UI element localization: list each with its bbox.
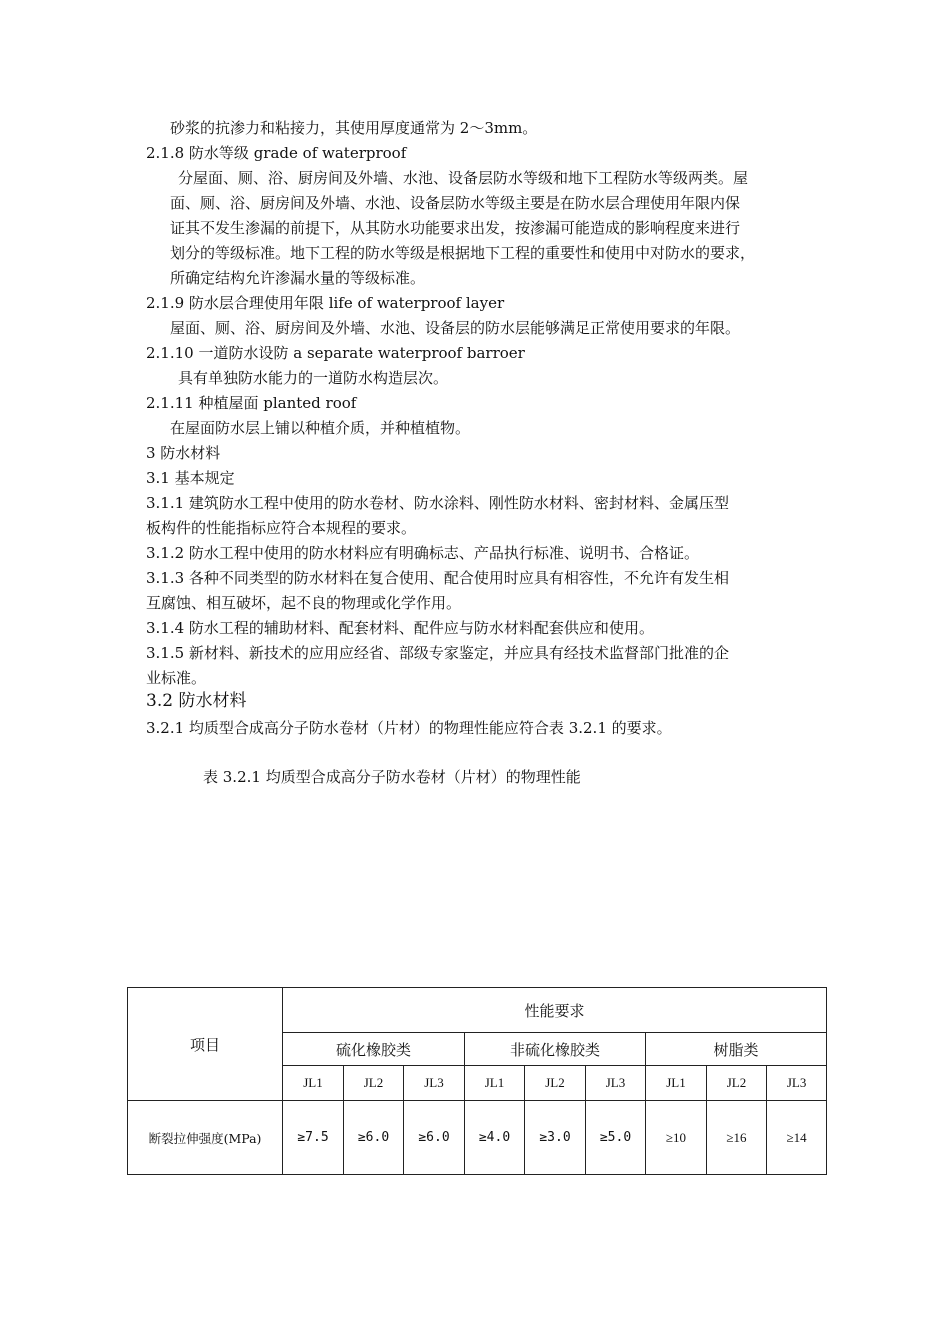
clause-3-1-2: 3.1.2 防水工程中使用的防水材料应有明确标志、产品执行标准、说明书、合格证。 xyxy=(146,544,699,562)
section-2-1-8-text-line: 面、厕、浴、厨房间及外墙、水池、设备层防水等级主要是在防水层合理使用年限内保 xyxy=(170,194,741,212)
grade-header: JL3 xyxy=(404,1066,465,1101)
table-caption: 表 3.2.1 均质型合成高分子防水卷材（片材）的物理性能 xyxy=(203,768,581,786)
clause-3-1-5-line: 业标准。 xyxy=(146,669,207,687)
chapter-3-heading: 3 防水材料 xyxy=(146,444,221,462)
section-2-1-10-text: 具有单独防水能力的一道防水构造层次。 xyxy=(178,369,449,387)
value-cell: ≥6.0 xyxy=(344,1101,404,1175)
clause-3-1-1-line: 板构件的性能指标应符合本规程的要求。 xyxy=(146,519,417,537)
value-cell: ≥5.0 xyxy=(586,1101,646,1175)
row-label: 断裂拉伸强度(MPa) xyxy=(128,1101,283,1175)
clause-3-1-4: 3.1.4 防水工程的辅助材料、配套材料、配件应与防水材料配套供应和使用。 xyxy=(146,619,654,637)
performance-header: 性能要求 xyxy=(283,988,827,1033)
section-2-1-8-heading: 2.1.8 防水等级 grade of waterproof xyxy=(146,144,407,162)
grade-header: JL3 xyxy=(767,1066,827,1101)
section-2-1-11-heading: 2.1.11 种植屋面 planted roof xyxy=(146,394,357,412)
item-header: 项目 xyxy=(128,988,283,1101)
grade-header: JL3 xyxy=(586,1066,646,1101)
value-cell: ≥14 xyxy=(767,1101,827,1175)
value-cell: ≥4.0 xyxy=(465,1101,525,1175)
section-2-1-9-text: 屋面、厕、浴、厨房间及外墙、水池、设备层的防水层能够满足正常使用要求的年限。 xyxy=(170,319,741,337)
table-row xyxy=(128,1101,827,1175)
category-header: 硫化橡胶类 xyxy=(283,1033,465,1066)
section-2-1-9-heading: 2.1.9 防水层合理使用年限 life of waterproof layer xyxy=(146,294,505,312)
section-3-1-heading: 3.1 基本规定 xyxy=(146,469,235,487)
value-cell: ≥10 xyxy=(646,1101,707,1175)
clause-3-1-5-line: 3.1.5 新材料、新技术的应用应经省、部级专家鉴定，并应具有经技术监督部门批准的企 xyxy=(146,644,729,662)
grade-header: JL2 xyxy=(525,1066,586,1101)
grade-header: JL1 xyxy=(465,1066,525,1101)
category-header: 非硫化橡胶类 xyxy=(465,1033,646,1066)
section-2-1-8-text-line: 分屋面、厕、浴、厨房间及外墙、水池、设备层防水等级和地下工程防水等级两类。屋 xyxy=(178,169,749,187)
value-cell: ≥7.5 xyxy=(283,1101,344,1175)
grade-header: JL1 xyxy=(646,1066,707,1101)
clause-3-1-3-line: 互腐蚀、相互破坏，起不良的物理或化学作用。 xyxy=(146,594,462,612)
value-cell: ≥16 xyxy=(707,1101,767,1175)
grade-header: JL2 xyxy=(707,1066,767,1101)
section-2-1-8-text-line: 所确定结构允许渗漏水量的等级标准。 xyxy=(170,269,426,287)
clause-3-1-1-line: 3.1.1 建筑防水工程中使用的防水卷材、防水涂料、刚性防水材料、密封材料、金属压型 xyxy=(146,494,729,512)
section-2-1-8-text-line: 证其不发生渗漏的前提下，从其防水功能要求出发，按渗漏可能造成的影响程度来进行 xyxy=(170,219,741,237)
section-2-1-11-text: 在屋面防水层上铺以种植介质，并种植植物。 xyxy=(170,419,471,437)
section-2-1-8-text-line: 划分的等级标准。地下工程的防水等级是根据地下工程的重要性和使用中对防水的要求， xyxy=(170,244,756,262)
value-cell: ≥3.0 xyxy=(525,1101,586,1175)
category-header: 树脂类 xyxy=(646,1033,827,1066)
paragraph-continuation: 砂浆的抗渗力和粘接力，其使用厚度通常为 2～3mm。 xyxy=(170,119,538,137)
clause-3-1-3-line: 3.1.3 各种不同类型的防水材料在复合使用、配合使用时应具有相容性，不允许有发生相 xyxy=(146,569,729,587)
grade-header: JL2 xyxy=(344,1066,404,1101)
grade-header: JL1 xyxy=(283,1066,344,1101)
value-cell: ≥6.0 xyxy=(404,1101,465,1175)
clause-3-2-1: 3.2.1 均质型合成高分子防水卷材（片材）的物理性能应符合表 3.2.1 的要求。 xyxy=(146,719,672,737)
section-3-2-heading: 3.2 防水材料 xyxy=(146,691,247,711)
physical-properties-table xyxy=(127,987,827,1175)
section-2-1-10-heading: 2.1.10 一道防水设防 a separate waterproof barroer xyxy=(146,344,525,362)
